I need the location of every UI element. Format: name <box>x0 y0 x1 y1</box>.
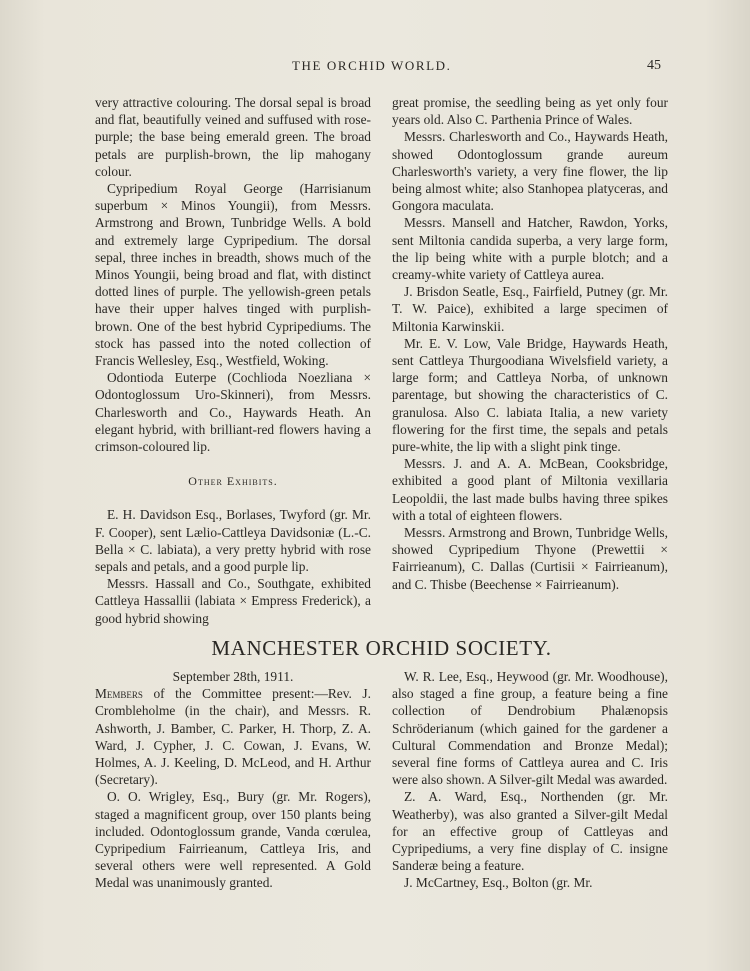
right-column-bottom <box>392 668 668 892</box>
right-column-top <box>392 94 668 593</box>
section-title: MANCHESTER ORCHID SOCIETY. <box>211 636 552 660</box>
paragraph: Messrs. Mansell and Hatcher, Rawdon, Yorks, sent Miltonia candida superba, a very large form, the lip being white with a purple blotch; and a creamy-white variety of Cattleya aurea. <box>392 215 668 283</box>
paragraph: Odontioda Euterpe (Cochlioda Noezliana × Odontoglossum Uro-Skinneri), from Messrs. Charlesworth and Co., Haywards Heath. An elegant hybrid, with brilliant-red flowers having a crimson-coloured lip. <box>95 370 371 455</box>
running-title: THE ORCHID WORLD. <box>292 58 452 73</box>
paragraph: Z. A. Ward, Esq., Northenden (gr. Mr. Weatherby), was also granted a Silver-gilt Medal for an effective group of Cattleyas and Cypripediums, a very fine display of C. insigne Sanderæ being a feature. <box>392 789 668 874</box>
paragraph: Mr. E. V. Low, Vale Bridge, Haywards Heath, sent Cattleya Thurgoodiana Wivelsfield variety, a large form; and Cattleya Norba, of unknown parentage, but showing the characteristics of C. granulosa. Also C. labiata Italia, a new variety flowering for the first time, the sepals and petals pure-white, the lip with a slight pink tinge. <box>392 335 668 455</box>
paragraph: O. O. Wrigley, Esq., Bury (gr. Mr. Rogers), staged a magnificent group, over 150 plants being included. Odontoglossum grande, Vanda cœrulea, Cypripedium Fairrieanum, Cattleya Iris, and several others were well represented. A Gold Medal was unanimously granted. <box>95 789 371 891</box>
running-head <box>0 58 750 78</box>
paragraph: Messrs. Hassall and Co., Southgate, exhibited Cattleya Hassallii (labiata × Empress Frederick), a good hybrid showing <box>95 576 371 626</box>
paragraph: Messrs. Armstrong and Brown, Tunbridge Wells, showed Cypripedium Thyone (Prewettii × Fairrieanum), C. Dallas (Curtisii × Fairrieanum), and C. Thisbe (Beechense × Fairrieanum). <box>392 525 668 592</box>
left-column-top <box>95 94 371 627</box>
paragraph: W. R. Lee, Esq., Heywood (gr. Mr. Woodhouse), also staged a fine group, a feature being a fine collection of Dendrobium Phalænopsis Schröderianum (which gained for the gardener a Cultural Commendation and Bronze Medal); several fine forms of Cattleya aurea and C. Iris were also shown. A Silver-gilt Medal was awarded. <box>392 669 668 788</box>
paragraph: Cypripedium Royal George (Harrisianum superbum × Minos Youngii), from Messrs. Armstrong and Brown, Tunbridge Wells. A bold and extremely large Cypripedium. The dorsal sepal, three inches in breadth, shows much of the Minos Youngii, being broad and flat, with distinct dotted lines of purple. The yellowish-green petals have their upper halves tinged with purplish-brown. One of the best hybrid Cypripediums. The stock has passed into the noted collection of Francis Wellesley, Esq., Westfield, Woking. <box>95 181 371 369</box>
members-paragraph <box>95 685 371 788</box>
meeting-date: September 28th, 1911. <box>172 669 294 684</box>
paragraph: great promise, the seedling being as yet only four years old. Also C. Parthenia Prince of Wales. <box>392 95 668 128</box>
paragraph: J. Brisdon Seatle, Esq., Fairfield, Putney (gr. Mr. T. W. Paice), exhibited a large specimen of Miltonia Karwinskii. <box>392 284 668 334</box>
left-column-bottom <box>95 668 371 892</box>
paragraph: Messrs. J. and A. A. McBean, Cooksbridge, exhibited a good plant of Miltonia vexillaria Leopoldii, the last made bulbs having three spikes with a total of eighteen flowers. <box>392 456 668 523</box>
paragraph: Messrs. Charlesworth and Co., Haywards Heath, showed Odontoglossum grande aureum Charlesworth's variety, a very fine flower, the lip being almost white; also Stanhopea platyceras, and Gongora maculata. <box>392 129 668 214</box>
page-number: 45 <box>647 58 661 73</box>
section-subheading: Other Exhibits. <box>188 474 278 489</box>
members-label: Members <box>95 686 143 702</box>
members-text: of the Committee present:—Rev. J. Crombleholme (in the chair), and Messrs. R. Ashworth, J. Bamber, C. Parker, H. Thorp, Z. A. Ward, J. Cypher, J. C. Cowan, J. Evans, W. Holmes, A. J. Keeling, D. McLeod, and H. Arthur (Secretary). <box>95 686 371 788</box>
paragraph: very attractive colouring. The dorsal sepal is broad and flat, beautifully veined and suffused with rose-purple; the base being emerald green. The broad petals are purplish-brown, the lip mahogany colour. <box>95 95 371 179</box>
paragraph: E. H. Davidson Esq., Borlases, Twyford (gr. Mr. F. Cooper), sent Lælio-Cattleya Davidsoniæ (L.-C. Bella × C. labiata), a very pretty hybrid with rose sepals and petals, and a good purple lip. <box>95 507 371 575</box>
paragraph: J. McCartney, Esq., Bolton (gr. Mr. <box>404 875 593 891</box>
